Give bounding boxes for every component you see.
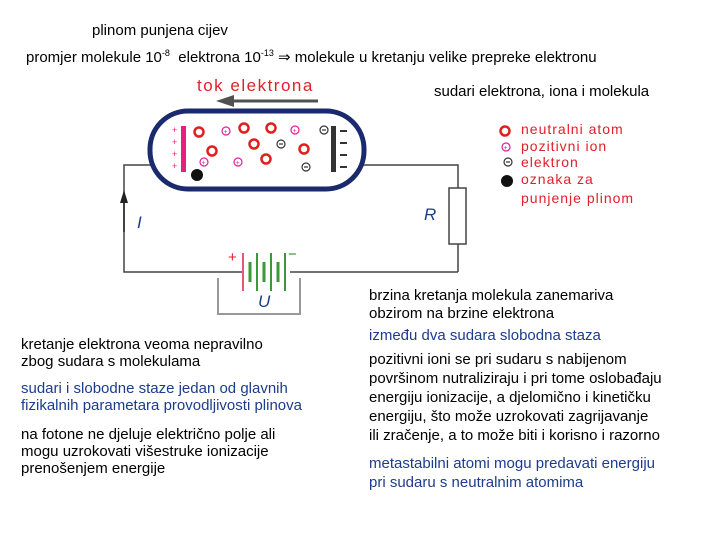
svg-text:+: + — [201, 160, 206, 167]
gas-filling-marker — [191, 169, 203, 181]
molecule-exponent: -8 — [161, 48, 170, 58]
irregular-motion-line-1: kretanje elektrona veoma nepravilno — [21, 336, 263, 353]
cathode-minus-4 — [340, 166, 347, 168]
irregular-motion-line-2: zbog sudara s molekulama — [21, 353, 201, 370]
positive-ions-line-1: pozitivni ioni se pri sudaru s nabijenom — [369, 351, 627, 368]
positive-ions-line-5: ili zračenje, a to može biti i korisno i razorno — [369, 427, 660, 444]
photons-line-2: mogu uzrokovati višestruke ionizacije — [21, 443, 269, 460]
molecule-diameter-text: promjer molekule 10 — [26, 49, 162, 66]
positive-ions-line-3: energiju ionizacije, a djelomično i kinetičku — [369, 389, 651, 406]
electron-exponent: -13 — [260, 48, 274, 58]
svg-text:+: + — [292, 128, 297, 135]
molecule-obstacle-text: molekule u kretanju velike prepreke elektronu — [294, 49, 597, 66]
anode-plus-3: + — [172, 149, 178, 159]
metastable-atoms-line-1: metastabilni atomi mogu predavati energiju — [369, 455, 655, 472]
svg-text:+: + — [235, 160, 240, 167]
legend-gas-filling: punjenje plinom — [521, 190, 635, 206]
positive-ions-line-2: površinom nutraliziraju i pri tome oslobađaju — [369, 370, 662, 387]
header-line-1: plinom punjena cijev — [92, 22, 228, 39]
collisions-label: sudari elektrona, iona i molekula — [434, 83, 650, 100]
legend-electron: elektron — [521, 154, 579, 170]
electron-diameter-text: elektrona 10 — [178, 49, 261, 66]
collisions-parameters-line-1: sudari i slobodne staze jedan od glavnih — [21, 380, 288, 397]
free-path-line: između dva sudara slobodna staza — [369, 327, 601, 344]
svg-text:+: + — [503, 145, 508, 152]
anode-plus-1: + — [172, 125, 178, 135]
implies-arrow: ⇒ — [278, 49, 291, 66]
voltage-label: U — [258, 292, 271, 311]
positive-ions-line-4: energiju, što može uzrokovati zagrijavanje — [369, 408, 649, 425]
battery-icon — [243, 253, 285, 291]
svg-text:+: + — [223, 129, 228, 136]
legend-positive-ion: pozitivni ion — [521, 138, 608, 154]
anode-plus-2: + — [172, 137, 178, 147]
resistor — [449, 188, 466, 244]
collisions-parameters-line-2: fizikalnih parametara provodljivosti plinova — [21, 397, 302, 414]
anode-electrode — [181, 126, 186, 172]
battery-plus-sign: + — [228, 249, 237, 266]
gas-filling-legend-icon — [501, 175, 513, 187]
anode-plus-4: + — [172, 161, 178, 171]
photons-line-3: prenošenjem energije — [21, 460, 166, 477]
legend-neutral-atom: neutralni atom — [521, 121, 624, 137]
cathode-minus-2 — [340, 142, 347, 144]
legend-marker-for: oznaka za — [521, 171, 594, 187]
cathode-electrode — [331, 126, 336, 172]
cathode-minus-3 — [340, 154, 347, 156]
molecule-speed-line-2: obzirom na brzine elektrona — [369, 305, 555, 322]
legend-symbols — [501, 127, 514, 188]
current-arrow — [120, 190, 128, 232]
photons-line-1: na fotone ne djeluje električno polje ali — [21, 426, 276, 443]
metastable-atoms-line-2: pri sudaru s neutralnim atomima — [369, 474, 584, 491]
cathode-minus-1 — [340, 130, 347, 132]
electron-flow-label: tok elektrona — [197, 76, 314, 95]
resistor-label: R — [424, 205, 437, 224]
battery-minus-sign: − — [288, 246, 297, 263]
electron-flow-arrow — [216, 95, 318, 107]
current-label: I — [137, 213, 142, 232]
neutral-atom-legend-icon — [501, 127, 510, 136]
molecule-speed-line-1: brzina kretanja molekula zanemariva — [369, 287, 614, 304]
